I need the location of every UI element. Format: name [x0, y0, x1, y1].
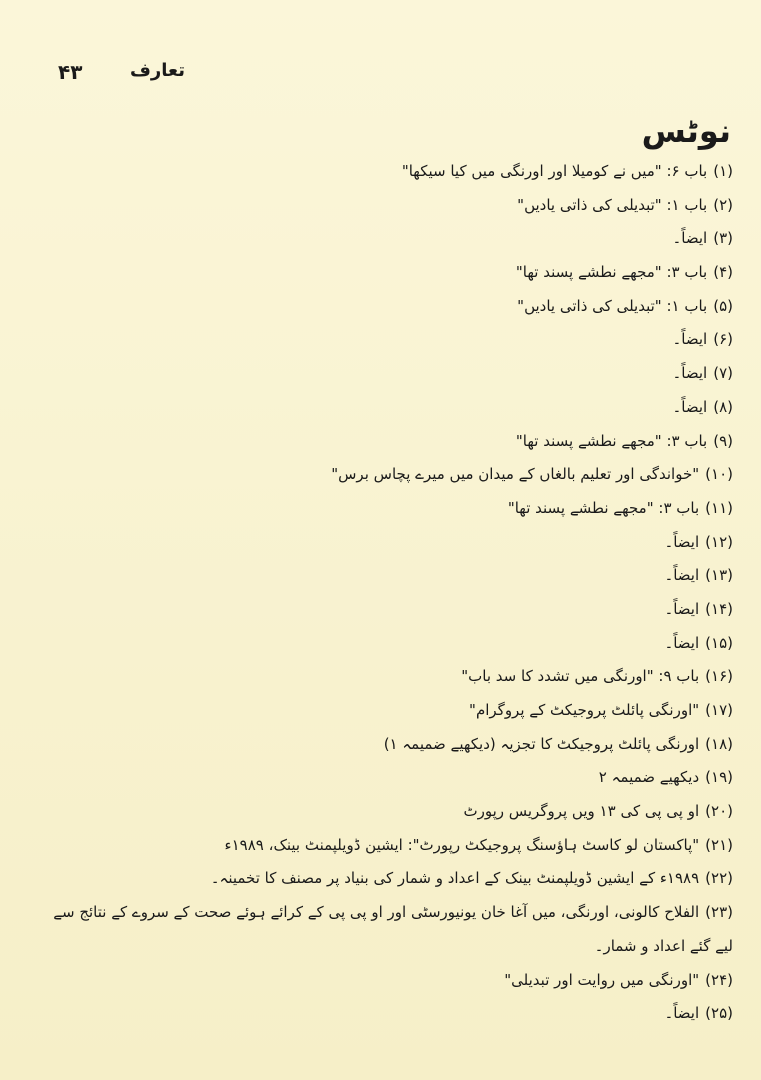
note-number: (۱۰): [705, 465, 733, 484]
note-number: (۲۰): [705, 802, 733, 821]
note-text: اورنگی پائلٹ پروجیکٹ کا تجزیہ (دیکھیے ضمیمہ ۱): [383, 734, 700, 753]
note-number: (۱۷): [705, 701, 733, 719]
note-text: ایضاً۔: [664, 633, 700, 652]
note-text: ایضاً۔: [664, 566, 700, 585]
note-item: [43, 290, 733, 324]
note-text: دیکھیے ضمیمہ ۲: [598, 768, 700, 787]
running-title: تعارف: [130, 60, 185, 81]
note-item: [43, 896, 733, 963]
note-number: (۱۸): [705, 734, 733, 753]
page-number: ۴۳: [58, 60, 83, 84]
note-item: [43, 189, 733, 223]
note-item: [43, 997, 733, 1031]
note-text: باب ۳: "مجھے نطشے پسند تھا": [507, 498, 700, 517]
note-text: باب ۱: "تبدیلی کی ذاتی یادیں": [517, 195, 708, 214]
note-text: باب ۶: "میں نے کومیلا اور اورنگی میں کیا سیکھا": [401, 162, 708, 180]
note-item: [43, 425, 733, 459]
note-text: باب ۹: "اورنگی میں تشدد کا سد باب": [461, 667, 700, 686]
note-text: باب ۳: "مجھے نطشے پسند تھا": [515, 263, 708, 282]
section-heading: نوٹس: [641, 112, 731, 150]
note-item: [43, 795, 733, 829]
note-item: [43, 559, 733, 593]
note-text: "پاکستان لو کاسٹ ہاؤسنگ پروجیکٹ رپورٹ": ایشین ڈویلپمنٹ بینک، ۱۹۸۹ء: [224, 835, 700, 854]
note-number: (۱۶): [705, 667, 733, 686]
note-item: [43, 222, 733, 256]
note-number: (۱۵): [705, 633, 733, 652]
note-number: (۲۲): [705, 869, 733, 888]
note-text: ایضاً۔: [672, 229, 708, 248]
note-text: "اورنگی پائلٹ پروجیکٹ کے پروگرام": [469, 701, 700, 719]
note-text: ایضاً۔: [664, 1004, 700, 1023]
note-text: الفلاح کالونی، اورنگی، میں آغا خان یونیورسٹی اور او پی پی کے کرائے ہوئے صحت کے سروے کے نتائج سے لیے گئے اعداد و شمار۔: [53, 903, 733, 955]
note-text: "خواندگی اور تعلیم بالغاں کے میدان میں میرے پچاس برس": [331, 465, 700, 484]
note-text: ایضاً۔: [672, 364, 708, 383]
note-item: [43, 357, 733, 391]
note-number: (۱۲): [705, 532, 733, 551]
note-number: (۲۱): [705, 835, 733, 854]
note-number: (۲۳): [705, 903, 733, 922]
note-number: (۲): [713, 195, 733, 214]
note-text: باب ۱: "تبدیلی کی ذاتی یادیں": [517, 296, 708, 315]
note-item: [43, 964, 733, 998]
note-number: (۱۹): [705, 768, 733, 787]
note-item: [43, 761, 733, 795]
note-item: [43, 660, 733, 694]
notes-list: [43, 155, 733, 1031]
note-item: [43, 526, 733, 560]
note-number: (۳): [713, 229, 733, 248]
note-number: (۱۱): [705, 498, 733, 517]
note-item: [43, 155, 733, 189]
note-text: ۱۹۸۹ء کے ایشین ڈویلپمنٹ بینک کے اعداد و شمار کی بنیاد پر مصنف کا تخمینہ۔: [210, 869, 700, 888]
note-text: باب ۳: "مجھے نطشے پسند تھا": [515, 431, 708, 450]
note-number: (۱۴): [705, 599, 733, 618]
note-text: او پی پی کی ۱۳ ویں پروگریس رپورٹ: [463, 802, 700, 821]
note-item: [43, 829, 733, 863]
note-number: (۵): [713, 296, 733, 315]
note-number: (۷): [713, 364, 733, 383]
note-item: [43, 627, 733, 661]
note-text: ایضاً۔: [664, 599, 700, 618]
note-item: [43, 492, 733, 526]
note-item: [43, 391, 733, 425]
note-number: (۹): [713, 431, 733, 450]
note-item: [43, 694, 733, 728]
note-number: (۲۵): [705, 1004, 733, 1023]
note-item: [43, 458, 733, 492]
note-number: (۸): [713, 397, 733, 416]
note-item: [43, 862, 733, 896]
note-text: "اورنگی میں روایت اور تبدیلی": [504, 970, 700, 989]
note-text: ایضاً۔: [672, 330, 708, 349]
note-number: (۱): [713, 162, 733, 180]
note-text: ایضاً۔: [664, 532, 700, 551]
note-item: [43, 593, 733, 627]
note-number: (۶): [713, 330, 733, 349]
note-item: [43, 256, 733, 290]
note-number: (۱۳): [705, 566, 733, 585]
note-number: (۲۴): [705, 970, 733, 989]
note-number: (۴): [713, 263, 733, 282]
note-text: ایضاً۔: [672, 397, 708, 416]
note-item: [43, 323, 733, 357]
note-item: [43, 728, 733, 762]
